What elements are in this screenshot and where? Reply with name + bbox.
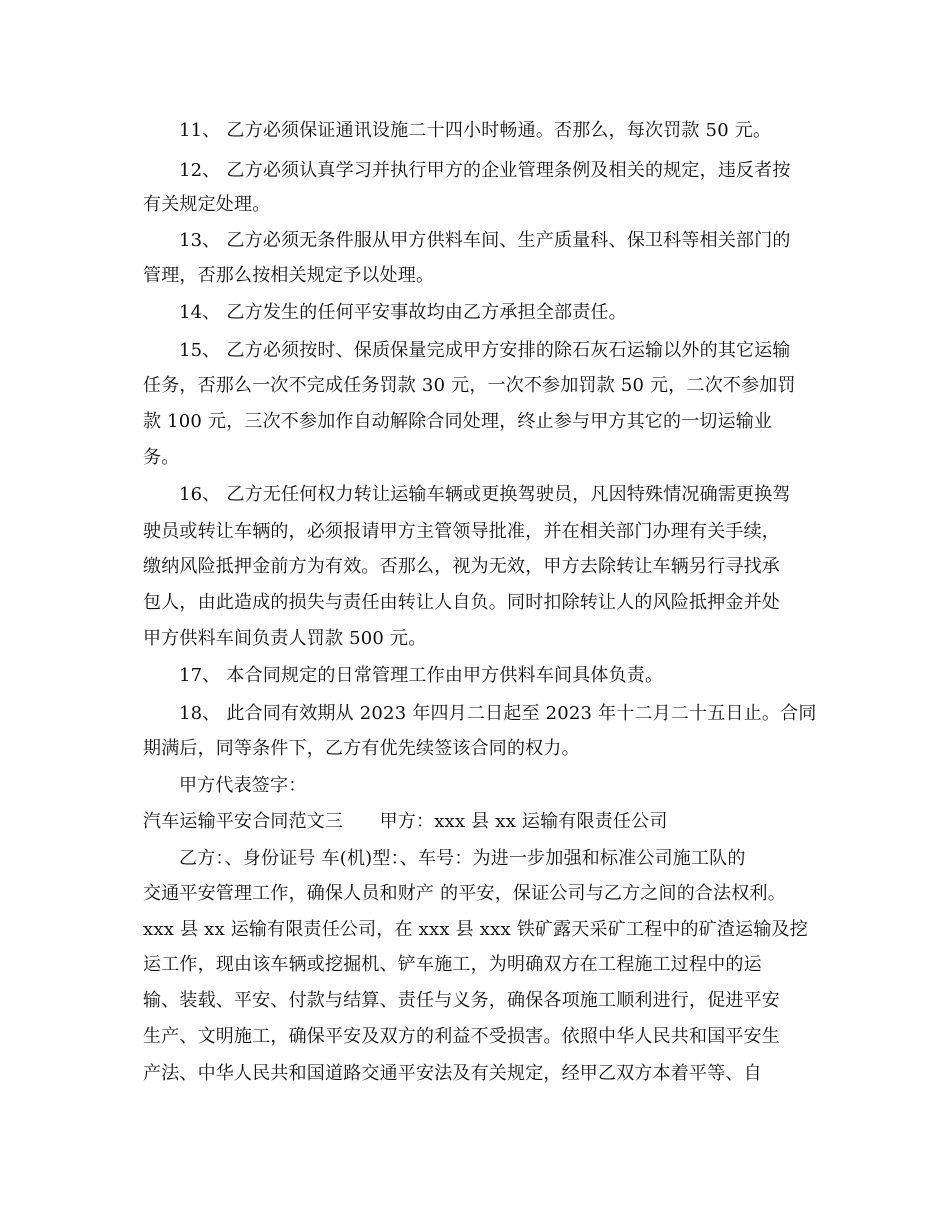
text-line: 16、 乙方无任何权力转让运输车辆或更换驾驶员，凡因特殊情况确需更换驾 (179, 484, 791, 505)
text-line: 驶员或转让车辆的，必须报请甲方主管领导批准，并在相关部门办理有关手续， (143, 521, 780, 542)
text-line: 15、 乙方必须按时、保质保量完成甲方安排的除石灰石运输以外的其它运输 (179, 340, 791, 361)
text-line: 包人，由此造成的损失与责任由转让人自负。同时扣除转让人的风险抵押金并处 (143, 592, 780, 613)
text-line: 18、 此合同有效期从 2023 年四月二日起至 2023 年十二月二十五日止。合同 (179, 703, 817, 724)
text-line: 13、 乙方必须无条件服从甲方供料车间、生产质量科、保卫科等相关部门的 (179, 230, 791, 251)
text-line: 运工作，现由该车辆或挖掘机、铲车施工，为明确双方在工程施工过程中的运 (143, 954, 762, 975)
text-line: 乙方：、身份证号 车(机)型：、车号：为进一步加强和标准公司施工队的 (179, 848, 746, 869)
text-line: 管理，否那么按相关规定予以处理。 (143, 265, 435, 286)
text-line: 任务，否那么一次不完成任务罚款 30 元，一次不参加罚款 50 元，二次不参加罚 (143, 375, 796, 396)
text-line: 甲方供料车间负责人罚款 500 元。 (143, 628, 427, 649)
text-line: 交通平安管理工作，确保人员和财产 的平安，保证公司与乙方之间的合法权利。 (143, 883, 786, 904)
text-line: 12、 乙方必须认真学习并执行甲方的企业管理条例及相关的规定，违反者按 (179, 160, 791, 181)
text-line: 输、装载、平安、付款与结算、责任与义务，确保各项施工顺利进行，促进平安 (143, 990, 780, 1011)
text-line: 产法、中华人民共和国道路交通平安法及有关规定，经甲乙双方本着平等、自 (143, 1063, 762, 1084)
text-line: 17、 本合同规定的日常管理工作由甲方供料车间具体负责。 (179, 665, 664, 686)
text-line: 生产、文明施工，确保平安及双方的利益不受损害。依照中华人民共和国平安生 (143, 1026, 780, 1047)
text-line: 缴纳风险抵押金前方为有效。否那么，视为无效，甲方去除转让车辆另行寻找承 (143, 556, 780, 577)
text-line: 甲方代表签字： (179, 775, 307, 796)
text-line: 11、 乙方必须保证通讯设施二十四小时畅通。否那么，每次罚款 50 元。 (179, 120, 772, 141)
text-line: 14、 乙方发生的任何平安事故均由乙方承担全部责任。 (179, 302, 627, 323)
text-line: 汽车运输平安合同范文三 甲方：xxx 县 xx 运输有限责任公司 (143, 811, 668, 832)
text-line: 款 100 元，三次不参加作自动解除合同处理，终止参与甲方其它的一切运输业 (143, 411, 773, 432)
text-line: xxx 县 xx 运输有限责任公司，在 xxx 县 xxx 铁矿露天采矿工程中的矿渣运输及挖 (143, 919, 808, 940)
text-line: 务。 (143, 447, 180, 468)
text-line: 期满后，同等条件下，乙方有优先续签该合同的权力。 (143, 738, 580, 759)
text-line: 有关规定处理。 (143, 194, 271, 215)
